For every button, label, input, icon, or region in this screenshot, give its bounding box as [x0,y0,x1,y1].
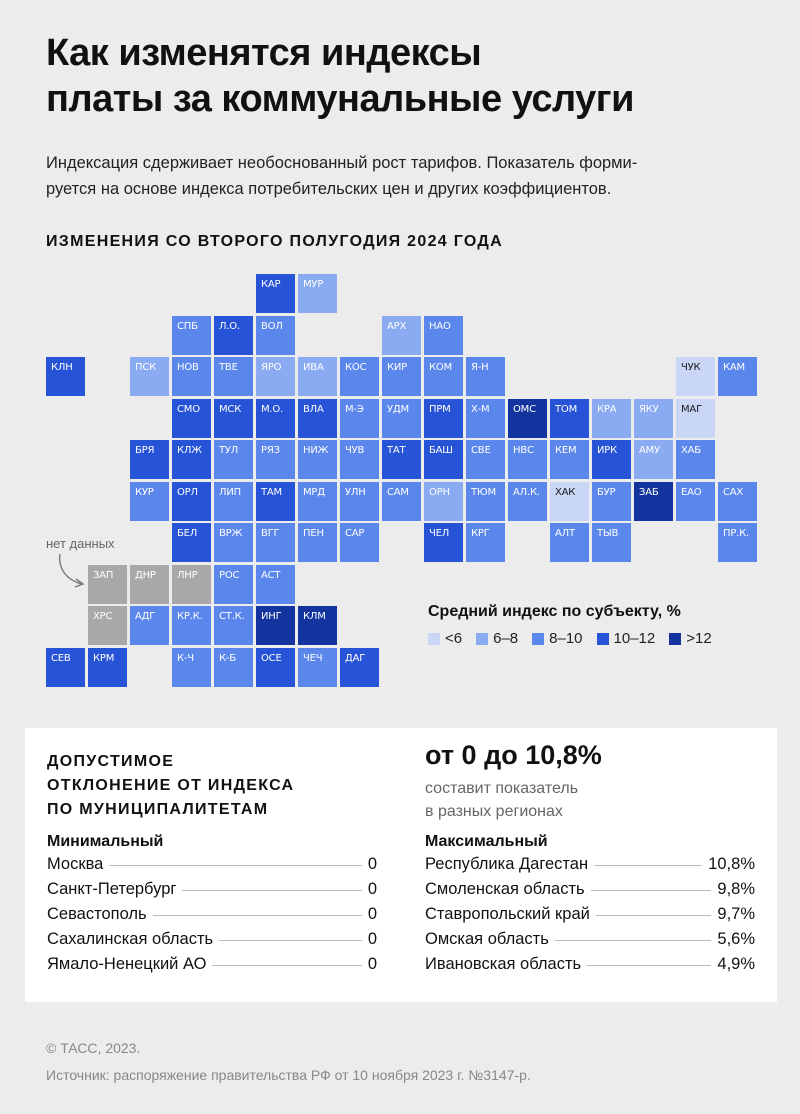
title-line-1: Как изменятся индексы [46,32,482,74]
region-tile: ТУЛ [214,440,253,479]
subtitle [46,150,766,202]
region-tile: ХРС [88,606,127,645]
region-tile: ОМС [508,399,547,438]
region-tile: АСТ [256,565,295,604]
region-tile: АМУ [634,440,673,479]
region-tile: МУР [298,274,337,313]
region-tile: ТВЕ [214,357,253,396]
deviation-range: от 0 до 10,8% [425,740,602,770]
region-tile: КРМ [88,648,127,687]
range-note-line-1: составит показатель [425,780,579,797]
region-tile: К-Б [214,648,253,687]
min-column-title: Минимальный [47,833,164,850]
region-tile: ПСК [130,357,169,396]
region-tile: КИР [382,357,421,396]
region-value: 10,8% [708,855,755,873]
legend-item [476,630,518,647]
region-tile: КУР [130,482,169,521]
legend-swatch [669,633,681,645]
region-tile: ПР.К. [718,523,757,562]
legend-label: 8–10 [549,630,583,647]
region-tile: РОС [214,565,253,604]
region-tile: САР [340,523,379,562]
region-tile: К-Ч [172,648,211,687]
region-value: 9,7% [717,905,755,923]
deviation-heading-line-2: ОТКЛОНЕНИЕ ОТ ИНДЕКСА [47,777,295,794]
dotted-leader [219,940,362,941]
dotted-leader [109,865,361,866]
region-tile: ПРМ [424,399,463,438]
region-tile: ТОМ [550,399,589,438]
region-tile: АЛ.К. [508,482,547,521]
deviation-card [25,728,777,1002]
region-tile: БРЯ [130,440,169,479]
region-value: 4,9% [717,955,755,973]
region-tile: МРД [298,482,337,521]
title-line-2: платы за коммунальные услуги [46,78,634,120]
region-tile: ОРН [424,482,463,521]
max-row [425,880,755,905]
legend-label: <6 [445,630,463,647]
region-tile: ЛНР [172,565,211,604]
dotted-leader [591,890,712,891]
region-tile: ЯКУ [634,399,673,438]
legend-swatch [428,633,440,645]
region-tile: НОВ [172,357,211,396]
region-value: 0 [367,955,377,973]
region-tile: БЕЛ [172,523,211,562]
region-tile: КАР [256,274,295,313]
region-value: 0 [367,930,377,948]
region-tile: КРА [592,399,631,438]
no-data-label: нет данных [46,536,115,551]
region-tile: ЧЕЛ [424,523,463,562]
legend-label: >12 [686,630,712,647]
region-tile: М.О. [256,399,295,438]
legend-item [428,630,462,647]
region-tile: КЛЖ [172,440,211,479]
region-value: 5,6% [717,930,755,948]
region-value: 0 [367,855,377,873]
region-name: Севастополь [47,905,147,923]
region-tile: КРГ [466,523,505,562]
region-tile: ИНГ [256,606,295,645]
max-row [425,955,755,980]
legend-item [669,630,711,647]
max-row [425,930,755,955]
region-tile: СМО [172,399,211,438]
region-tile: Л.О. [214,316,253,355]
region-tile: Я-Н [466,357,505,396]
legend-item [597,630,656,647]
region-name: Смоленская область [425,880,585,898]
legend-title: Средний индекс по субъекту, % [428,603,681,620]
min-row [47,855,377,880]
region-tile: ИРК [592,440,631,479]
region-name: Санкт-Петербург [47,880,177,898]
region-tile: ПЕН [298,523,337,562]
region-tile: СЕВ [46,648,85,687]
region-tile: ЧУВ [340,440,379,479]
region-tile: ОСЕ [256,648,295,687]
region-tile: НАО [424,316,463,355]
deviation-heading-line-3: ПО МУНИЦИПАЛИТЕТАМ [47,801,269,818]
region-tile: ВЛА [298,399,337,438]
region-tile: АЛТ [550,523,589,562]
region-tile: КОС [340,357,379,396]
region-tile: М-Э [340,399,379,438]
deviation-heading [47,750,294,822]
region-tile: БАШ [424,440,463,479]
dotted-leader [587,965,711,966]
region-tile: ЗАБ [634,482,673,521]
region-tile: КАМ [718,357,757,396]
region-tile: ДНР [130,565,169,604]
region-tile: УДМ [382,399,421,438]
region-name: Сахалинская область [47,930,214,948]
region-tile: РЯЗ [256,440,295,479]
section-heading: ИЗМЕНЕНИЯ СО ВТОРОГО ПОЛУГОДИЯ 2024 ГОДА [46,233,503,250]
region-tile: НВС [508,440,547,479]
region-tile: ТЫВ [592,523,631,562]
region-tile: ТЮМ [466,482,505,521]
region-tile: НИЖ [298,440,337,479]
legend-swatch [597,633,609,645]
region-tile: КР.К. [172,606,211,645]
region-tile: БУР [592,482,631,521]
region-name: Ямало-Ненецкий АО [47,955,207,973]
min-row [47,955,377,980]
range-note-line-2: в разных регионах [425,803,563,820]
region-tile: ДАГ [340,648,379,687]
max-row [425,855,755,880]
dotted-leader [182,890,361,891]
region-tile: МАГ [676,399,715,438]
region-value: 9,8% [717,880,755,898]
dotted-leader [596,915,712,916]
region-name: Москва [47,855,104,873]
region-tile: ЯРО [256,357,295,396]
region-tile: ВГГ [256,523,295,562]
curved-arrow-icon [52,552,92,590]
region-value: 0 [367,880,377,898]
region-tile: ХАК [550,482,589,521]
region-tile: ЗАП [88,565,127,604]
region-tile: ЕАО [676,482,715,521]
region-name: Республика Дагестан [425,855,589,873]
min-column [47,833,377,980]
region-tile: СТ.К. [214,606,253,645]
legend [428,630,726,647]
source-note: Источник: распоряжение правительства РФ от 10 ноября 2023 г. №3147-р. [46,1067,531,1083]
subtitle-line-1: Индексация сдерживает необоснованный рост тарифов. Показатель форми- [46,154,638,172]
legend-label: 10–12 [613,630,656,647]
subtitle-line-2: руется на основе индекса потребительских цен и других коэффициентов. [46,180,612,198]
legend-swatch [532,633,544,645]
region-tile: ВРЖ [214,523,253,562]
region-tile: САХ [718,482,757,521]
region-tile: ИВА [298,357,337,396]
dotted-leader [594,865,702,866]
region-tile: САМ [382,482,421,521]
deviation-heading-line-1: ДОПУСТИМОЕ [47,753,175,770]
max-column-title: Максимальный [425,833,548,850]
region-tile: Х-М [466,399,505,438]
page-title [46,30,766,122]
min-row [47,880,377,905]
region-tile: КЛН [46,357,85,396]
range-note [425,777,578,823]
region-tile: АДГ [130,606,169,645]
region-tile: КЕМ [550,440,589,479]
copyright: © ТАСС, 2023. [46,1040,141,1056]
region-tile: КЛМ [298,606,337,645]
region-name: Ставропольский край [425,905,590,923]
dotted-leader [555,940,712,941]
region-tile: УЛН [340,482,379,521]
region-tile: ЧЕЧ [298,648,337,687]
region-tile: МСК [214,399,253,438]
dotted-leader [153,915,362,916]
region-tile: ХАБ [676,440,715,479]
region-tile: ЛИП [214,482,253,521]
region-tile: ТАМ [256,482,295,521]
region-tile: ВОЛ [256,316,295,355]
max-row [425,905,755,930]
region-tile: СВЕ [466,440,505,479]
legend-swatch [476,633,488,645]
dotted-leader [212,965,361,966]
region-tile: ОРЛ [172,482,211,521]
region-value: 0 [367,905,377,923]
region-name: Ивановская область [425,955,582,973]
legend-item [532,630,582,647]
region-tile: КОМ [424,357,463,396]
region-tile: СПБ [172,316,211,355]
region-tile: ТАТ [382,440,421,479]
region-name: Омская область [425,930,549,948]
min-row [47,905,377,930]
region-tile: АРХ [382,316,421,355]
max-column [425,833,755,980]
region-tile: ЧУК [676,357,715,396]
min-row [47,930,377,955]
legend-label: 6–8 [493,630,519,647]
